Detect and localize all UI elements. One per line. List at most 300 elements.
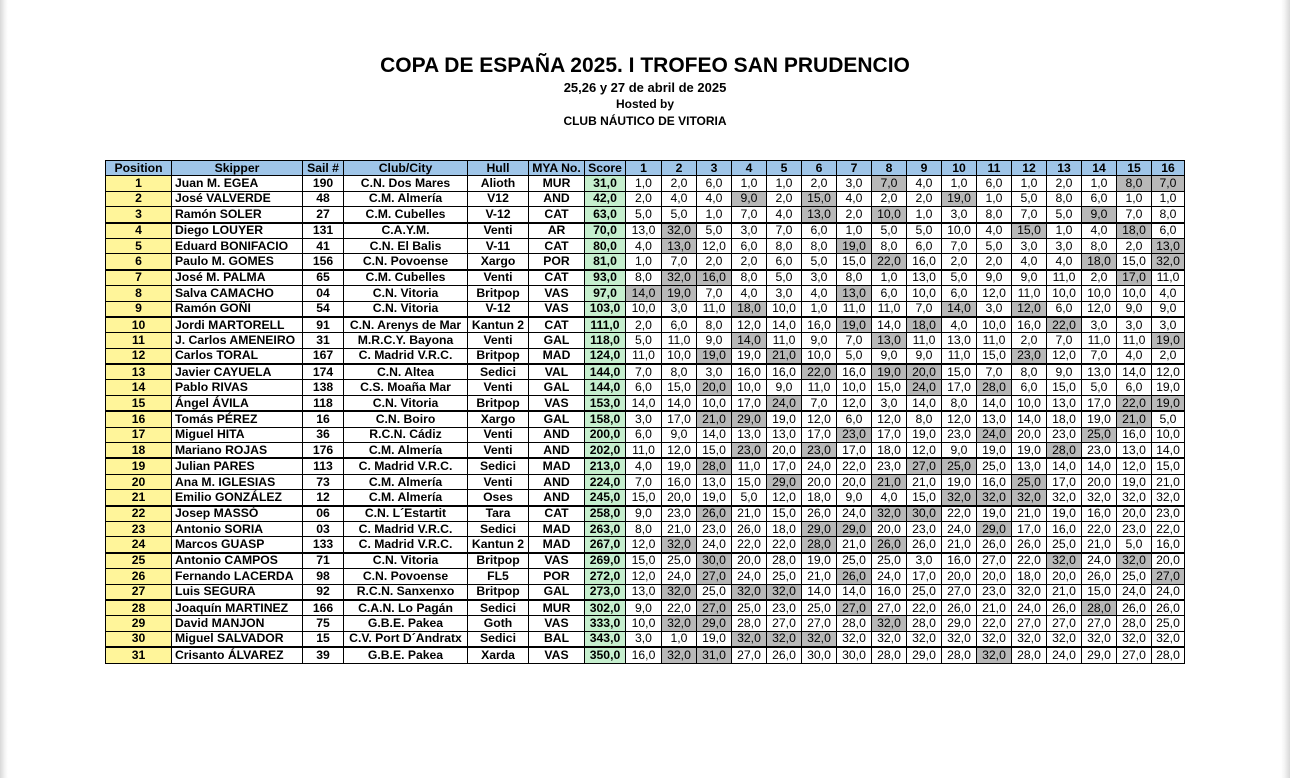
race-result-cell: 13,0 <box>697 474 732 489</box>
race-result-cell: 29,0 <box>732 411 767 427</box>
race-result-cell: 28,0 <box>802 537 837 553</box>
sail-number-cell: 16 <box>303 411 344 427</box>
score-cell: 158,0 <box>585 411 626 427</box>
race-result-cell: 25,0 <box>1117 569 1152 584</box>
position-cell: 30 <box>106 631 172 647</box>
sail-number-cell: 41 <box>303 238 344 253</box>
race-result-cell: 6,0 <box>837 411 872 427</box>
race-result-cell: 2,0 <box>872 191 907 206</box>
sail-number-cell: 36 <box>303 427 344 442</box>
race-result-cell: 32,0 <box>1012 631 1047 647</box>
race-result-cell: 7,0 <box>626 364 662 380</box>
hull-cell: Venti <box>468 223 529 239</box>
hull-cell: Xargo <box>468 411 529 427</box>
position-cell: 10 <box>106 317 172 333</box>
race-result-cell: 19,0 <box>977 443 1012 459</box>
mya-cell: MAD <box>529 537 585 553</box>
race-result-cell: 5,0 <box>837 348 872 364</box>
race-result-cell: 32,0 <box>1047 490 1082 506</box>
race-result-cell: 28,0 <box>1117 616 1152 631</box>
race-result-cell: 21,0 <box>977 600 1012 616</box>
race-result-cell: 22,0 <box>1082 521 1117 536</box>
race-result-cell: 4,0 <box>1082 223 1117 239</box>
column-header-16: 16 <box>1152 161 1185 176</box>
race-result-cell: 20,0 <box>1047 569 1082 584</box>
sail-number-cell: 04 <box>303 286 344 301</box>
race-result-cell: 20,0 <box>1152 553 1185 569</box>
hull-cell: Venti <box>468 380 529 395</box>
race-result-cell: 19,0 <box>1152 395 1185 411</box>
race-result-cell: 20,0 <box>662 490 697 506</box>
race-result-cell: 2,0 <box>837 207 872 223</box>
column-header-sail: Sail # <box>303 161 344 176</box>
race-result-cell: 1,0 <box>1047 223 1082 239</box>
race-result-cell: 7,0 <box>802 395 837 411</box>
race-result-cell: 20,0 <box>907 364 942 380</box>
hull-cell: Britpop <box>468 584 529 600</box>
column-header-skipper: Skipper <box>172 161 303 176</box>
race-result-cell: 13,0 <box>1047 395 1082 411</box>
race-result-cell: 27,0 <box>1047 616 1082 631</box>
race-result-cell: 11,0 <box>1152 270 1185 286</box>
race-result-cell: 17,0 <box>1082 395 1117 411</box>
race-result-cell: 25,0 <box>732 600 767 616</box>
position-cell: 11 <box>106 333 172 348</box>
race-result-cell: 32,0 <box>872 506 907 522</box>
skipper-cell: J. Carlos AMENEIRO <box>172 333 303 348</box>
club-cell: C.N. Vitoria <box>344 395 468 411</box>
race-result-cell: 24,0 <box>907 380 942 395</box>
table-row <box>106 223 1185 239</box>
race-result-cell: 4,0 <box>837 191 872 206</box>
hull-cell: V-12 <box>468 301 529 317</box>
race-result-cell: 5,0 <box>802 254 837 270</box>
race-result-cell: 12,0 <box>1047 348 1082 364</box>
skipper-cell: José M. PALMA <box>172 270 303 286</box>
race-result-cell: 32,0 <box>977 631 1012 647</box>
race-result-cell: 1,0 <box>942 176 977 191</box>
race-result-cell: 7,0 <box>1012 207 1047 223</box>
skipper-cell: Miguel SALVADOR <box>172 631 303 647</box>
skipper-cell: Paulo M. GOMES <box>172 254 303 270</box>
race-result-cell: 4,0 <box>907 176 942 191</box>
race-result-cell: 5,0 <box>662 207 697 223</box>
race-result-cell: 1,0 <box>977 191 1012 206</box>
race-result-cell: 3,0 <box>1117 317 1152 333</box>
race-result-cell: 19,0 <box>1117 474 1152 489</box>
race-result-cell: 32,0 <box>662 647 697 663</box>
table-row <box>106 647 1185 663</box>
race-result-cell: 25,0 <box>1047 537 1082 553</box>
sail-number-cell: 166 <box>303 600 344 616</box>
mya-cell: MUR <box>529 176 585 191</box>
race-result-cell: 32,0 <box>977 490 1012 506</box>
club-cell: C.N. Vitoria <box>344 301 468 317</box>
race-result-cell: 10,0 <box>1117 286 1152 301</box>
score-cell: 213,0 <box>585 458 626 474</box>
race-result-cell: 13,0 <box>767 427 802 442</box>
position-cell: 3 <box>106 207 172 223</box>
club-cell: C.A.Y.M. <box>344 223 468 239</box>
mya-cell: VAS <box>529 553 585 569</box>
skipper-cell: Eduard BONIFACIO <box>172 238 303 253</box>
score-cell: 267,0 <box>585 537 626 553</box>
race-result-cell: 32,0 <box>1047 631 1082 647</box>
race-result-cell: 32,0 <box>1117 490 1152 506</box>
race-result-cell: 8,0 <box>732 270 767 286</box>
race-result-cell: 6,0 <box>1047 301 1082 317</box>
race-result-cell: 1,0 <box>662 631 697 647</box>
race-result-cell: 1,0 <box>907 207 942 223</box>
race-result-cell: 3,0 <box>942 207 977 223</box>
race-result-cell: 9,0 <box>942 443 977 459</box>
race-result-cell: 4,0 <box>942 317 977 333</box>
race-result-cell: 1,0 <box>732 176 767 191</box>
sail-number-cell: 15 <box>303 631 344 647</box>
race-result-cell: 14,0 <box>1082 458 1117 474</box>
race-result-cell: 6,0 <box>977 176 1012 191</box>
race-result-cell: 19,0 <box>697 631 732 647</box>
position-cell: 21 <box>106 490 172 506</box>
header-row <box>106 161 1185 176</box>
race-result-cell: 22,0 <box>907 600 942 616</box>
score-cell: 224,0 <box>585 474 626 489</box>
club-cell: C. Madrid V.R.C. <box>344 537 468 553</box>
race-result-cell: 21,0 <box>907 474 942 489</box>
race-result-cell: 32,0 <box>1047 553 1082 569</box>
club-cell: C.S. Moaña Mar <box>344 380 468 395</box>
race-result-cell: 25,0 <box>872 553 907 569</box>
race-result-cell: 23,0 <box>802 443 837 459</box>
race-result-cell: 2,0 <box>732 254 767 270</box>
hull-cell: Kantun 2 <box>468 537 529 553</box>
race-result-cell: 15,0 <box>1152 458 1185 474</box>
race-result-cell: 17,0 <box>942 380 977 395</box>
race-result-cell: 19,0 <box>1082 411 1117 427</box>
race-result-cell: 18,0 <box>872 443 907 459</box>
race-result-cell: 20,0 <box>732 553 767 569</box>
table-row <box>106 270 1185 286</box>
race-result-cell: 4,0 <box>626 238 662 253</box>
score-cell: 144,0 <box>585 380 626 395</box>
mya-cell: GAL <box>529 333 585 348</box>
race-result-cell: 17,0 <box>767 458 802 474</box>
race-result-cell: 16,0 <box>697 270 732 286</box>
race-result-cell: 15,0 <box>837 254 872 270</box>
club-cell: C.M. Cubelles <box>344 270 468 286</box>
column-header-11: 11 <box>977 161 1012 176</box>
race-result-cell: 4,0 <box>697 191 732 206</box>
sail-number-cell: 65 <box>303 270 344 286</box>
skipper-cell: Antonio CAMPOS <box>172 553 303 569</box>
race-result-cell: 28,0 <box>1082 600 1117 616</box>
race-result-cell: 15,0 <box>907 490 942 506</box>
race-result-cell: 16,0 <box>626 647 662 663</box>
race-result-cell: 18,0 <box>767 521 802 536</box>
mya-cell: GAL <box>529 411 585 427</box>
race-result-cell: 17,0 <box>1047 474 1082 489</box>
skipper-cell: Julian PARES <box>172 458 303 474</box>
club-cell: R.C.N. Cádiz <box>344 427 468 442</box>
position-cell: 14 <box>106 380 172 395</box>
race-result-cell: 20,0 <box>1012 427 1047 442</box>
race-result-cell: 15,0 <box>802 191 837 206</box>
race-result-cell: 24,0 <box>1082 553 1117 569</box>
race-result-cell: 3,0 <box>1082 317 1117 333</box>
skipper-cell: Crisanto ÁLVAREZ <box>172 647 303 663</box>
race-result-cell: 32,0 <box>662 616 697 631</box>
race-result-cell: 25,0 <box>1152 616 1185 631</box>
column-header-14: 14 <box>1082 161 1117 176</box>
score-cell: 80,0 <box>585 238 626 253</box>
race-result-cell: 23,0 <box>907 521 942 536</box>
race-result-cell: 4,0 <box>662 191 697 206</box>
race-result-cell: 16,0 <box>907 254 942 270</box>
hull-cell: Britpop <box>468 286 529 301</box>
race-result-cell: 7,0 <box>626 474 662 489</box>
sail-number-cell: 98 <box>303 569 344 584</box>
club-cell: C.N. Dos Mares <box>344 176 468 191</box>
column-header-mya-no: MYA No. <box>529 161 585 176</box>
race-result-cell: 13,0 <box>977 411 1012 427</box>
race-result-cell: 2,0 <box>626 317 662 333</box>
score-cell: 302,0 <box>585 600 626 616</box>
race-result-cell: 31,0 <box>697 647 732 663</box>
race-result-cell: 13,0 <box>907 270 942 286</box>
club-cell: C.M. Almería <box>344 474 468 489</box>
column-header-1: 1 <box>626 161 662 176</box>
race-result-cell: 6,0 <box>732 238 767 253</box>
table-row <box>106 348 1185 364</box>
race-result-cell: 26,0 <box>907 537 942 553</box>
position-cell: 18 <box>106 443 172 459</box>
race-result-cell: 4,0 <box>977 223 1012 239</box>
mya-cell: VAS <box>529 301 585 317</box>
race-result-cell: 10,0 <box>732 380 767 395</box>
race-result-cell: 5,0 <box>942 270 977 286</box>
mya-cell: CAT <box>529 270 585 286</box>
race-result-cell: 17,0 <box>732 395 767 411</box>
score-cell: 97,0 <box>585 286 626 301</box>
race-result-cell: 7,0 <box>837 333 872 348</box>
race-result-cell: 23,0 <box>1117 521 1152 536</box>
race-result-cell: 32,0 <box>1012 584 1047 600</box>
race-result-cell: 14,0 <box>1152 443 1185 459</box>
table-row <box>106 443 1185 459</box>
race-result-cell: 2,0 <box>1012 333 1047 348</box>
race-result-cell: 32,0 <box>1152 490 1185 506</box>
race-result-cell: 6,0 <box>626 427 662 442</box>
race-result-cell: 5,0 <box>1012 191 1047 206</box>
race-result-cell: 13,0 <box>1152 238 1185 253</box>
column-header-3: 3 <box>697 161 732 176</box>
mya-cell: BAL <box>529 631 585 647</box>
race-result-cell: 12,0 <box>1082 301 1117 317</box>
mya-cell: VAS <box>529 616 585 631</box>
race-result-cell: 14,0 <box>1117 364 1152 380</box>
race-result-cell: 14,0 <box>802 584 837 600</box>
race-result-cell: 15,0 <box>767 506 802 522</box>
table-row <box>106 474 1185 489</box>
race-result-cell: 9,0 <box>802 333 837 348</box>
race-result-cell: 16,0 <box>662 474 697 489</box>
race-result-cell: 32,0 <box>1012 490 1047 506</box>
mya-cell: AND <box>529 191 585 206</box>
hull-cell: Xargo <box>468 254 529 270</box>
mya-cell: MUR <box>529 600 585 616</box>
sail-number-cell: 118 <box>303 395 344 411</box>
race-result-cell: 4,0 <box>1012 254 1047 270</box>
race-result-cell: 13,0 <box>942 333 977 348</box>
sail-number-cell: 138 <box>303 380 344 395</box>
race-result-cell: 11,0 <box>626 443 662 459</box>
hull-cell: Kantun 2 <box>468 317 529 333</box>
club-cell: R.C.N. Sanxenxo <box>344 584 468 600</box>
race-result-cell: 6,0 <box>662 317 697 333</box>
race-result-cell: 21,0 <box>732 506 767 522</box>
race-result-cell: 8,0 <box>662 364 697 380</box>
race-result-cell: 20,0 <box>872 521 907 536</box>
race-result-cell: 9,0 <box>907 348 942 364</box>
table-row <box>106 395 1185 411</box>
race-result-cell: 19,0 <box>1047 506 1082 522</box>
sail-number-cell: 92 <box>303 584 344 600</box>
table-row <box>106 254 1185 270</box>
race-result-cell: 10,0 <box>837 380 872 395</box>
race-result-cell: 10,0 <box>626 301 662 317</box>
score-cell: 118,0 <box>585 333 626 348</box>
race-result-cell: 4,0 <box>1117 348 1152 364</box>
race-result-cell: 9,0 <box>1012 270 1047 286</box>
race-result-cell: 7,0 <box>942 238 977 253</box>
hull-cell: Goth <box>468 616 529 631</box>
club-cell: C. Madrid V.R.C. <box>344 521 468 536</box>
race-result-cell: 16,0 <box>837 364 872 380</box>
sail-number-cell: 174 <box>303 364 344 380</box>
race-result-cell: 28,0 <box>907 616 942 631</box>
sail-number-cell: 190 <box>303 176 344 191</box>
race-result-cell: 11,0 <box>732 458 767 474</box>
race-result-cell: 26,0 <box>1047 600 1082 616</box>
race-result-cell: 30,0 <box>837 647 872 663</box>
race-result-cell: 32,0 <box>1152 254 1185 270</box>
race-result-cell: 8,0 <box>1117 176 1152 191</box>
table-row <box>106 506 1185 522</box>
race-result-cell: 9,0 <box>697 333 732 348</box>
race-result-cell: 10,0 <box>907 286 942 301</box>
race-result-cell: 11,0 <box>942 348 977 364</box>
race-result-cell: 7,0 <box>1117 207 1152 223</box>
race-result-cell: 32,0 <box>732 584 767 600</box>
race-result-cell: 13,0 <box>802 207 837 223</box>
race-result-cell: 19,0 <box>697 348 732 364</box>
race-result-cell: 12,0 <box>662 443 697 459</box>
race-result-cell: 5,0 <box>1117 537 1152 553</box>
club-cell: C.M. Cubelles <box>344 207 468 223</box>
column-header-10: 10 <box>942 161 977 176</box>
sail-number-cell: 156 <box>303 254 344 270</box>
race-result-cell: 27,0 <box>697 600 732 616</box>
race-result-cell: 32,0 <box>767 631 802 647</box>
race-result-cell: 32,0 <box>942 490 977 506</box>
race-result-cell: 11,0 <box>837 301 872 317</box>
race-result-cell: 4,0 <box>767 207 802 223</box>
race-result-cell: 28,0 <box>1047 443 1082 459</box>
race-result-cell: 17,0 <box>802 427 837 442</box>
column-header-9: 9 <box>907 161 942 176</box>
race-result-cell: 15,0 <box>1012 223 1047 239</box>
table-row <box>106 411 1185 427</box>
race-result-cell: 25,0 <box>662 553 697 569</box>
sail-number-cell: 39 <box>303 647 344 663</box>
race-result-cell: 3,0 <box>626 631 662 647</box>
race-result-cell: 32,0 <box>662 537 697 553</box>
race-result-cell: 6,0 <box>697 176 732 191</box>
race-result-cell: 25,0 <box>942 458 977 474</box>
column-header-6: 6 <box>802 161 837 176</box>
race-result-cell: 2,0 <box>767 191 802 206</box>
club-cell: C.N. Vitoria <box>344 286 468 301</box>
race-result-cell: 21,0 <box>697 411 732 427</box>
position-cell: 19 <box>106 458 172 474</box>
skipper-cell: Tomás PÉREZ <box>172 411 303 427</box>
race-result-cell: 3,0 <box>697 364 732 380</box>
race-result-cell: 1,0 <box>1082 176 1117 191</box>
score-cell: 70,0 <box>585 223 626 239</box>
race-result-cell: 29,0 <box>942 616 977 631</box>
race-result-cell: 13,0 <box>662 238 697 253</box>
race-result-cell: 21,0 <box>837 537 872 553</box>
skipper-cell: Ramón SOLER <box>172 207 303 223</box>
race-result-cell: 19,0 <box>942 474 977 489</box>
race-result-cell: 14,0 <box>942 301 977 317</box>
hull-cell: Venti <box>468 427 529 442</box>
race-result-cell: 19,0 <box>662 458 697 474</box>
table-row <box>106 207 1185 223</box>
position-cell: 25 <box>106 553 172 569</box>
position-cell: 12 <box>106 348 172 364</box>
race-result-cell: 12,0 <box>837 395 872 411</box>
table-row <box>106 286 1185 301</box>
mya-cell: MAD <box>529 458 585 474</box>
race-result-cell: 17,0 <box>907 569 942 584</box>
race-result-cell: 13,0 <box>626 223 662 239</box>
skipper-cell: Ángel ÁVILA <box>172 395 303 411</box>
race-result-cell: 13,0 <box>1117 443 1152 459</box>
race-result-cell: 10,0 <box>802 348 837 364</box>
race-result-cell: 9,0 <box>1047 364 1082 380</box>
column-header-club-city: Club/City <box>344 161 468 176</box>
race-result-cell: 32,0 <box>872 631 907 647</box>
race-result-cell: 21,0 <box>1152 474 1185 489</box>
mya-cell: AR <box>529 223 585 239</box>
race-result-cell: 12,0 <box>732 317 767 333</box>
race-result-cell: 23,0 <box>1012 348 1047 364</box>
sail-number-cell: 75 <box>303 616 344 631</box>
race-result-cell: 27,0 <box>697 569 732 584</box>
skipper-cell: Juan M. EGEA <box>172 176 303 191</box>
sail-number-cell: 27 <box>303 207 344 223</box>
race-result-cell: 8,0 <box>626 521 662 536</box>
position-cell: 5 <box>106 238 172 253</box>
race-result-cell: 27,0 <box>907 458 942 474</box>
race-result-cell: 19,0 <box>1152 333 1185 348</box>
race-result-cell: 9,0 <box>1082 207 1117 223</box>
score-cell: 200,0 <box>585 427 626 442</box>
hull-cell: FL5 <box>468 569 529 584</box>
score-cell: 272,0 <box>585 569 626 584</box>
race-result-cell: 11,0 <box>626 348 662 364</box>
